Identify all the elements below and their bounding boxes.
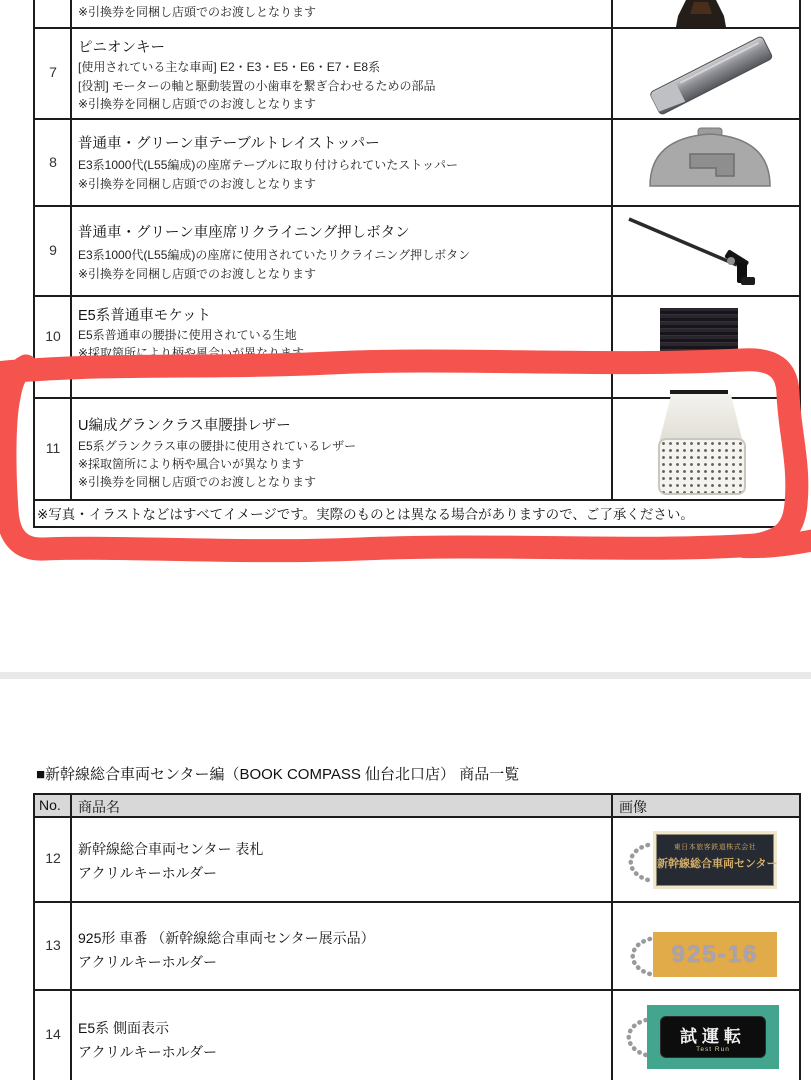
table-right-border: [799, 793, 801, 1080]
leather-flap: [656, 394, 746, 444]
table-top-border: [33, 793, 801, 795]
product-note: ※引換券を同梱し店頭でのお渡しとなります: [78, 475, 317, 489]
rollsign-en-text: Test Run: [696, 1046, 730, 1053]
product-subtitle: アクリルキーホルダー: [78, 865, 218, 881]
row-divider: [33, 499, 801, 501]
product-title: E5系普通車モケット: [78, 308, 212, 324]
plaque-company-text: 東日本旅客鉄道株式会社: [673, 844, 757, 851]
no-column-divider: [70, 0, 72, 499]
column-header-name: 商品名: [78, 799, 120, 815]
product-note: E3系1000代(L55編成)の座席に使用されていたリクライニング押しボタン: [78, 248, 471, 262]
car-number-keyholder-photo: [653, 932, 777, 977]
table-tray-stopper-photo: [642, 124, 778, 196]
keychain-icon: [620, 840, 652, 884]
pinion-key-photo: [636, 35, 786, 115]
product-title: 普通車・グリーン車テーブルトレイストッパー: [78, 136, 380, 152]
keychain-icon: [618, 1015, 650, 1059]
row-divider: [33, 989, 801, 991]
rollsign-keyholder-photo: [647, 1005, 779, 1069]
nameplate-keyholder-photo: [653, 831, 777, 889]
product-title: 新幹線総合車両センター 表札: [78, 841, 264, 857]
moquette-fabric-photo: [660, 308, 738, 364]
no-column-divider: [70, 793, 72, 1080]
product-title: 925形 車番 （新幹線総合車両センター展示品）: [78, 930, 375, 946]
leather-top-strip: [670, 390, 728, 394]
row-number: 14: [45, 1026, 61, 1042]
image-column-divider: [611, 793, 613, 1080]
table-header-background: [34, 794, 799, 817]
row-number: 13: [45, 937, 61, 953]
column-header-image: 画像: [619, 799, 647, 815]
product-note: ※引換券を同梱し店頭でのお渡しとなります: [78, 177, 317, 191]
column-header-no: No.: [39, 797, 61, 813]
rollsign-screen: [660, 1016, 766, 1058]
product-subtitle: アクリルキーホルダー: [78, 954, 218, 970]
section-title: ■新幹線総合車両センター編（BOOK COMPASS 仙台北口店） 商品一覧: [36, 766, 520, 783]
product-title: ピニオンキー: [78, 40, 165, 56]
row-number: 9: [49, 242, 57, 258]
product-note: E3系1000代(L55編成)の座席テーブルに取り付けられていたストッパー: [78, 158, 458, 172]
recline-button-photo: [615, 207, 775, 292]
row-number: 10: [45, 328, 61, 344]
table-left-border: [33, 793, 35, 1080]
insulator-knob-photo: [672, 0, 732, 28]
row-divider: [33, 901, 801, 903]
product-subtitle: アクリルキーホルダー: [78, 1044, 218, 1060]
header-divider: [33, 816, 801, 818]
rollsign-jp-text: 試運転: [680, 1027, 746, 1046]
product-note: ※引換券を同梱し店頭でのお渡しとなります: [78, 267, 317, 281]
image-disclaimer: ※写真・イラストなどはすべてイメージです。実際のものとは異なる場合がありますので、ご了承ください。: [37, 507, 694, 522]
row-divider: [33, 118, 801, 120]
table-right-border: [799, 0, 801, 528]
nameplate-face: [656, 834, 778, 886]
product-note: [使用されている主な車両] E2・E3・E5・E6・E7・E8系: [78, 60, 381, 74]
row-number: 11: [45, 440, 61, 456]
row-number: 12: [45, 850, 61, 866]
product-note: ※採取箇所により柄や風合いが異なります: [78, 346, 305, 360]
plaque-name-text: 新幹線総合車両センター: [657, 858, 778, 870]
keychain-icon: [622, 934, 654, 978]
product-title: U編成グランクラス車腰掛レザー: [78, 418, 291, 434]
product-note: [役割] モーターの軸と駆動装置の小歯車を繋ぎ合わせるための部品: [78, 79, 436, 93]
leather-perforated-pocket: [658, 438, 746, 495]
product-note: E5系グランクラス車の腰掛に使用されているレザー: [78, 439, 357, 453]
car-number-text: 925-16: [671, 940, 759, 968]
row-number: 7: [49, 64, 57, 80]
image-column-divider: [611, 0, 613, 499]
product-title: 普通車・グリーン車座席リクライニング押しボタン: [78, 225, 410, 241]
table-left-border: [33, 0, 35, 528]
row-number: 8: [49, 154, 57, 170]
product-note: ※引換券を同梱し店頭でのお渡しとなります: [78, 5, 317, 19]
row-divider: [33, 295, 801, 297]
product-note: E5系普通車の腰掛に使用されている生地: [78, 328, 297, 342]
grandclass-leather-photo: [656, 390, 746, 493]
product-title: E5系 側面表示: [78, 1020, 170, 1036]
product-note: ※採取箇所により柄や風合いが異なります: [78, 457, 305, 471]
table-bottom-border: [33, 526, 801, 528]
product-note: ※引換券を同梱し店頭でのお渡しとなります: [78, 97, 317, 111]
page-separator: [0, 672, 811, 679]
